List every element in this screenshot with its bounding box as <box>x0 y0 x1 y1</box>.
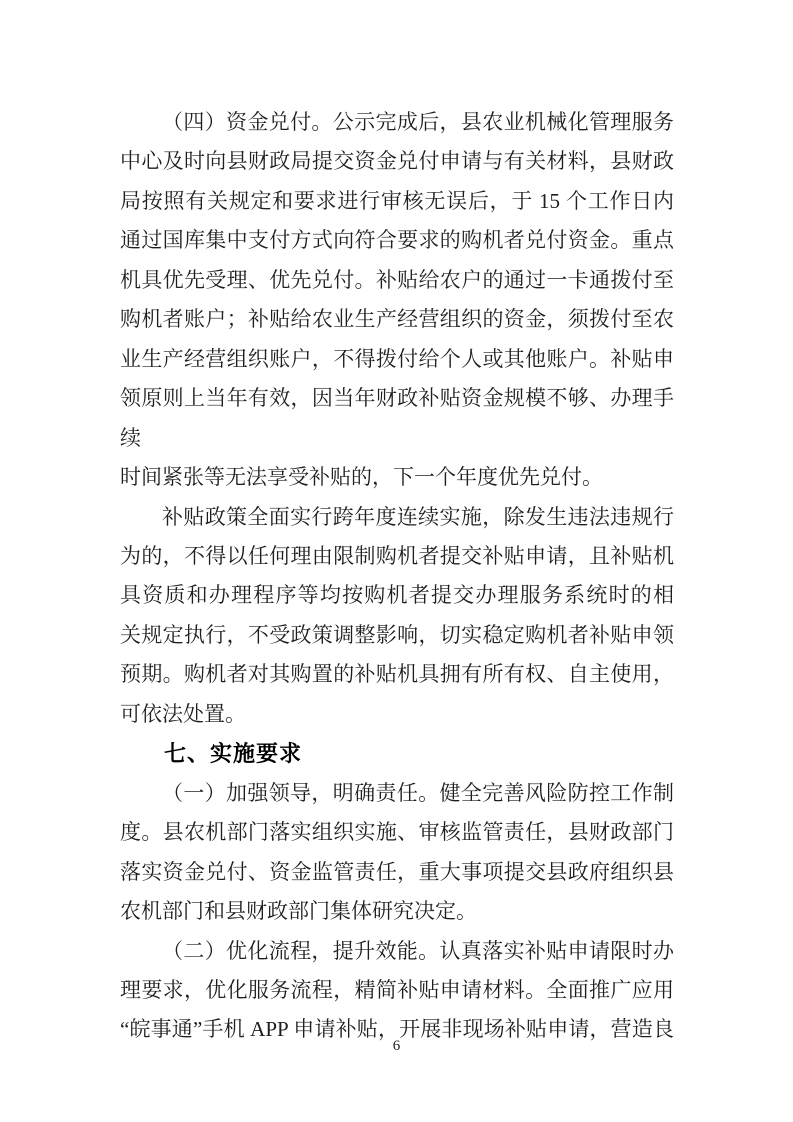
text-line: 可依法处置。 <box>120 701 246 726</box>
text-line: 具资质和办理程序等均按购机者提交办理服务系统时的相 <box>120 583 674 608</box>
document-body <box>120 103 674 1050</box>
text-line: 局按照有关规定和要求进行审核无误后，于 15 个工作日内 <box>120 188 674 213</box>
page-number: 6 <box>392 1038 401 1054</box>
paragraph-optimize-process <box>120 932 674 1050</box>
paragraph-policy-continuity <box>120 498 674 735</box>
paragraph-fund-payment <box>120 103 674 498</box>
text-line: 中心及时向县财政局提交资金兑付申请与有关材料，县财政 <box>120 149 674 174</box>
text-line: 时间紧张等无法享受补贴的，下一个年度优先兑付。 <box>120 465 603 490</box>
text-line: 机具优先受理、优先兑付。补贴给农户的通过一卡通拨付至 <box>120 267 674 292</box>
text-line: 业生产经营组织账户，不得拨付给个人或其他账户。补贴申 <box>120 346 674 371</box>
text-line: 领原则上当年有效，因当年财政补贴资金规模不够、办理手续 <box>120 386 674 450</box>
text-line: 理要求，优化服务流程，精简补贴申请材料。全面推广应用 <box>120 977 674 1002</box>
text-line: 购机者账户；补贴给农业生产经营组织的资金，须拨付至农 <box>120 307 674 332</box>
text-line: 通过国库集中支付方式向符合要求的购机者兑付资金。重点 <box>120 228 674 253</box>
text-line: 为的，不得以任何理由限制购机者提交补贴申请，且补贴机 <box>120 543 674 568</box>
section-heading-implementation-requirements: 七、实施要求 <box>164 741 303 767</box>
text-line: 补贴政策全面实行跨年度连续实施，除发生违法违规行 <box>162 504 674 529</box>
text-line: 落实资金兑付、资金监管责任，重大事项提交县政府组织县 <box>120 859 674 884</box>
text-line: “皖事通”手机 APP 申请补贴，开展非现场补贴申请，营造良 <box>120 1017 674 1042</box>
paragraph-strengthen-leadership <box>120 774 674 932</box>
text-line: 关规定执行，不受政策调整影响，切实稳定购机者补贴申领 <box>120 622 674 647</box>
text-line: （四）资金兑付。公示完成后，县农业机械化管理服务 <box>162 110 674 134</box>
text-line: 度。县农机部门落实组织实施、审核监管责任，县财政部门 <box>120 820 674 845</box>
text-line: 农机部门和县财政部门集体研究决定。 <box>120 899 477 924</box>
text-line: 预期。购机者对其购置的补贴机具拥有所有权、自主使用， <box>120 662 674 687</box>
text-line: （一）加强领导，明确责任。健全完善风险防控工作制 <box>162 780 674 805</box>
text-line: （二）优化流程，提升效能。认真落实补贴申请限时办 <box>162 938 674 963</box>
